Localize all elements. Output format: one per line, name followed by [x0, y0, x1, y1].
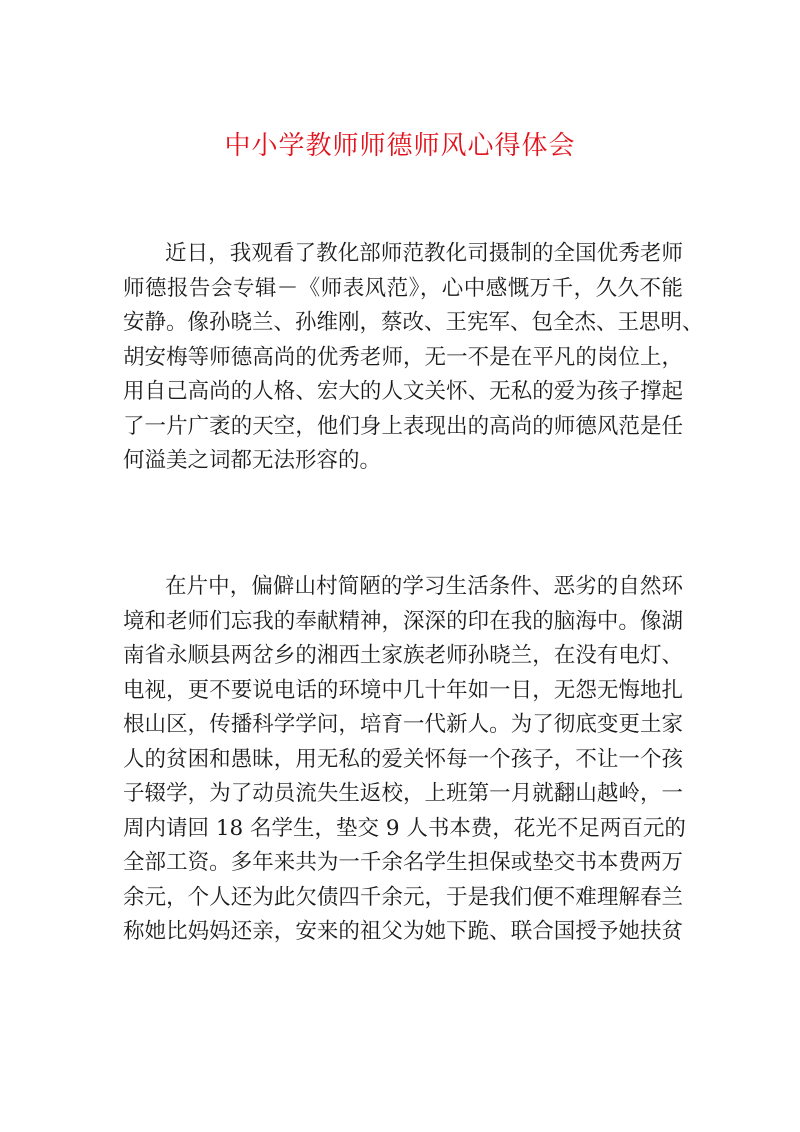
text-line: 胡安梅等师德高尚的优秀老师，无一不是在平凡的岗位上，: [123, 344, 683, 370]
text-line: 境和老师们忘我的奉献精神，深深的印在我的脑海中。像湖: [123, 608, 683, 634]
text-line: 用自己高尚的人格、宏大的人文关怀、无私的爱为孩子撑起: [123, 379, 683, 404]
text-line: 了一片广袤的天空，他们身上表现出的高尚的师德风范是任: [123, 413, 683, 439]
text-line: 南省永顺县两岔乡的湘西土家族老师孙晓兰，在没有电灯、: [123, 643, 683, 668]
text-line: 余元，个人还为此欠债四千余元，于是我们便不难理解春兰: [123, 884, 683, 910]
text-line: 安静。像孙晓兰、孙维刚，蔡改、王宪军、包全杰、王思明、: [123, 310, 704, 335]
text-line: 在片中，偏僻山村简陋的学习生活条件、恶劣的自然环: [165, 574, 683, 599]
text-line: 子辍学，为了动员流失生返校，上班第一月就翻山越岭，一: [123, 781, 683, 806]
text-line: 称她比妈妈还亲，安来的祖父为她下跪、联合国授予她扶贫: [123, 919, 683, 944]
text-line: 全部工资。多年来共为一千余名学生担保或垫交书本费两万: [123, 850, 683, 875]
text-line: 电视，更不要说电话的环境中几十年如一日，无怨无悔地扎: [123, 677, 683, 703]
text-line: 师德报告会专辑－《师表风范》，心中感慨万千，久久不能: [123, 275, 683, 301]
paragraph-2: [123, 570, 686, 950]
text-line: 何溢美之词都无法形容的。: [123, 448, 382, 473]
text-line: 人的贫困和愚昧，用无私的爱关怀每一个孩子，不让一个孩: [123, 746, 683, 772]
paragraph-1: [123, 237, 704, 479]
document-title: 中小学教师师德师风心得体会: [224, 131, 576, 161]
text-line: 周内请回 18 名学生，垫交 9 人书本费，花光不足两百元的: [123, 815, 686, 841]
text-line: 近日，我观看了教化部师范教化司摄制的全国优秀老师: [165, 241, 683, 266]
text-line: 根山区，传播科学学问，培育一代新人。为了彻底变更土家: [123, 712, 683, 737]
